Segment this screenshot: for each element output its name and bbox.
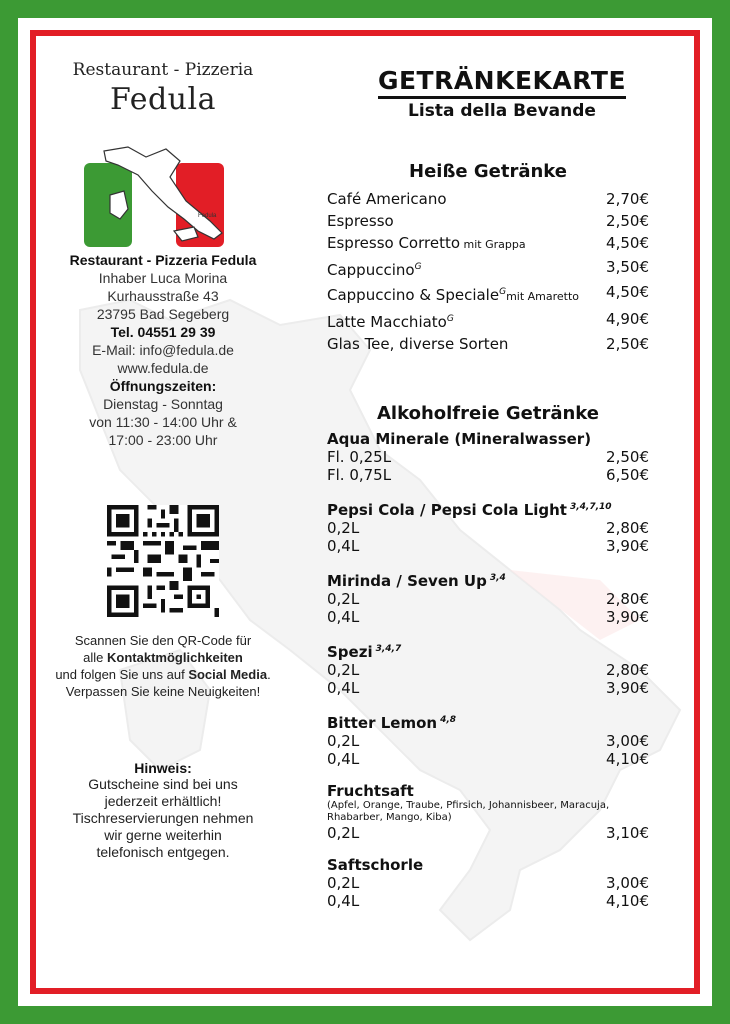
address-phone[interactable]: Tel. 04551 29 39 <box>110 324 216 340</box>
drink-group-title: Aqua Minerale (Mineralwasser) <box>327 430 592 448</box>
drink-size-row <box>327 874 649 892</box>
drink-size: 0,4L <box>327 750 360 768</box>
cold-drinks-list <box>327 430 649 910</box>
hot-drink-row <box>327 256 649 281</box>
hot-drink-row <box>327 308 649 333</box>
brand-subtitle: Restaurant - Pizzeria <box>72 60 254 80</box>
hot-drink-row <box>327 210 649 232</box>
scan-line-2: alle Kontaktmöglichkeiten <box>83 650 243 665</box>
address-block <box>48 251 278 449</box>
drink-size-row <box>327 537 649 555</box>
qr-code[interactable] <box>107 505 219 617</box>
drink-size: Fl. 0,75L <box>327 466 392 484</box>
hot-drink-row <box>327 281 649 308</box>
cold-drinks-heading: Alkoholfreie Getränke <box>377 403 599 424</box>
drink-size: 0,4L <box>327 892 360 910</box>
drink-size-row <box>327 732 649 750</box>
qr-instructions <box>48 632 278 700</box>
drink-price: 2,80€ <box>606 590 649 608</box>
hours-days: Dienstag - Sonntag <box>103 396 223 412</box>
restaurant-info <box>48 60 278 861</box>
hours-title: Öffnungszeiten: <box>109 378 217 394</box>
menu-title: GETRÄNKEKARTE <box>327 66 649 95</box>
drink-size: 0,4L <box>327 537 360 555</box>
drink-size-row <box>327 519 649 537</box>
drink-size-row <box>327 824 649 842</box>
drink-name: Cappuccino$^G$ <box>327 261 422 279</box>
drink-group <box>327 430 649 484</box>
drink-size-row <box>327 892 649 910</box>
hint-text: Gutscheine sind bei uns jederzeit erhältlich! Tischreservierungen nehmen wir gerne weiterhin telefonisch entgegen. <box>72 776 254 860</box>
drink-size: 0,4L <box>327 608 360 626</box>
drink-group-title: Saftschorle <box>327 856 424 874</box>
drink-group <box>327 569 649 626</box>
hint-title: Hinweis: <box>134 760 192 776</box>
drink-price: 3,00€ <box>606 732 649 750</box>
drink-group-title: Pepsi Cola / Pepsi Cola Light $^{3,4,7,10}$ <box>327 501 612 519</box>
scan-line-3: und folgen Sie uns auf Social Media. <box>55 667 271 682</box>
drink-price: 2,50€ <box>606 335 649 353</box>
menu-subtitle: Lista della Bevande <box>408 101 596 121</box>
drink-price: 6,50€ <box>606 466 649 484</box>
hot-drink-row <box>327 333 649 355</box>
hot-drink-row <box>327 188 649 210</box>
address-email[interactable]: E-Mail: info@fedula.de <box>92 342 234 358</box>
drink-price: 2,80€ <box>606 519 649 537</box>
map-label: Fedula <box>198 213 217 219</box>
drink-size: 0,2L <box>327 874 360 892</box>
drink-name: Latte Macchiato$^G$ <box>327 313 454 331</box>
drink-group-title: Fruchtsaft <box>327 782 414 800</box>
drink-price: 3,00€ <box>606 874 649 892</box>
drink-name: Glas Tee, diverse Sorten <box>327 335 509 353</box>
drink-name: Café Americano <box>327 190 447 208</box>
scan-line-4: Verpassen Sie keine Neuigkeiten! <box>65 684 261 699</box>
drink-size-row <box>327 608 649 626</box>
drink-price: 4,50€ <box>606 283 649 301</box>
drink-group <box>327 782 649 842</box>
drink-name: Espresso Corretto mit Grappa <box>327 234 526 252</box>
address-name: Restaurant - Pizzeria Fedula <box>69 252 257 268</box>
drink-price: 4,10€ <box>606 750 649 768</box>
drink-size-row <box>327 448 649 466</box>
scan-line-1: Scannen Sie den QR-Code für <box>74 633 252 648</box>
drink-price: 4,10€ <box>606 892 649 910</box>
drink-price: 2,50€ <box>606 448 649 466</box>
drink-size-row <box>327 466 649 484</box>
drinks-menu <box>327 66 649 910</box>
italy-flag-logo <box>48 121 278 251</box>
drink-size: 0,4L <box>327 679 360 697</box>
drink-price: 2,80€ <box>606 661 649 679</box>
drink-price: 2,70€ <box>606 190 649 208</box>
drink-group-title: Spezi $^{3,4,7}$ <box>327 643 402 661</box>
drink-price: 3,10€ <box>606 824 649 842</box>
address-website[interactable]: www.fedula.de <box>117 360 209 376</box>
hot-drink-row <box>327 232 649 256</box>
drink-name: Cappuccino & Speciale$^G$mit Amaretto <box>327 286 580 304</box>
address-city: 23795 Bad Segeberg <box>96 306 230 322</box>
brand-name: Fedula <box>110 82 216 117</box>
drink-group <box>327 711 649 768</box>
drink-size: 0,2L <box>327 824 360 842</box>
drink-price: 4,50€ <box>606 234 649 252</box>
drink-size: 0,2L <box>327 590 360 608</box>
drink-price: 2,50€ <box>606 212 649 230</box>
drink-size-row <box>327 679 649 697</box>
drink-price: 3,90€ <box>606 537 649 555</box>
drink-size: Fl. 0,25L <box>327 448 392 466</box>
drink-size-row <box>327 750 649 768</box>
drink-group-title: Bitter Lemon $^{4,8}$ <box>327 714 457 732</box>
drink-price: 3,90€ <box>606 679 649 697</box>
drink-group-note: (Apfel, Orange, Traube, Pfirsich, Johannisbeer, Maracuja, Rhabarber, Mango, Kiba) <box>327 800 610 823</box>
drink-size-row <box>327 590 649 608</box>
drink-size-row <box>327 661 649 679</box>
drink-group <box>327 856 649 910</box>
hot-drinks-heading: Heiße Getränke <box>409 161 567 182</box>
drink-size: 0,2L <box>327 519 360 537</box>
drink-group-title: Mirinda / Seven Up $^{3,4}$ <box>327 572 506 590</box>
hours-dinner: 17:00 - 23:00 Uhr <box>108 432 218 448</box>
drink-size: 0,2L <box>327 661 360 679</box>
drink-price: 3,90€ <box>606 608 649 626</box>
drink-name: Espresso <box>327 212 394 230</box>
hot-drinks-list <box>327 188 649 355</box>
drink-price: 4,90€ <box>606 310 649 328</box>
drink-group <box>327 498 649 555</box>
address-street: Kurhausstraße 43 <box>107 288 219 304</box>
drink-price: 3,50€ <box>606 258 649 276</box>
drink-size: 0,2L <box>327 732 360 750</box>
drink-group <box>327 640 649 697</box>
hours-lunch: von 11:30 - 14:00 Uhr & <box>89 414 237 430</box>
address-owner: Inhaber Luca Morina <box>98 270 228 286</box>
